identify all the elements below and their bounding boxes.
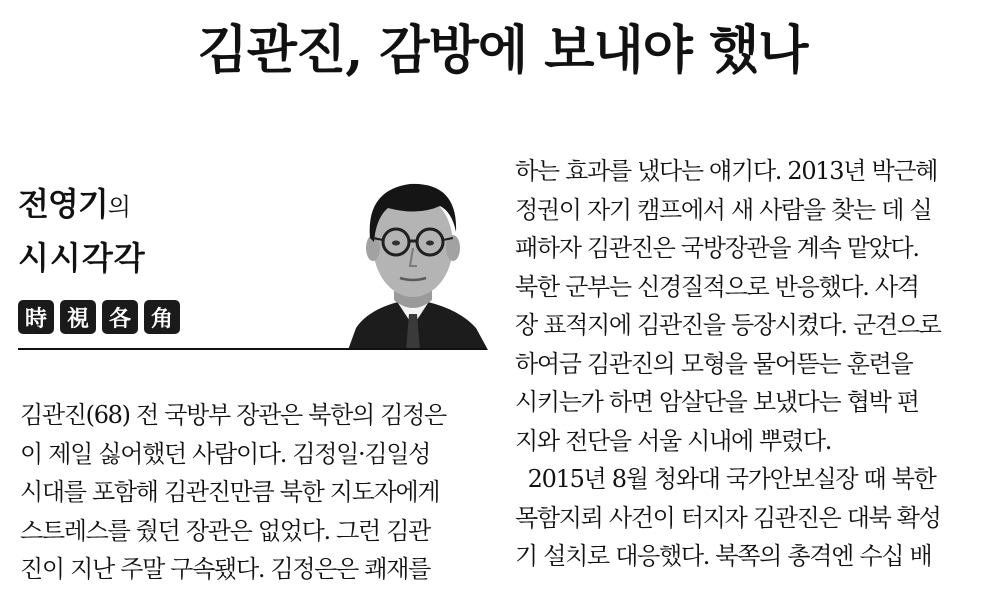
body-line: 2015년 8월 청와대 국가안보실장 때 북한 [515, 465, 936, 493]
header-divider [18, 348, 486, 350]
hanja-badge: 視 [60, 300, 96, 334]
body-column-right [515, 152, 989, 576]
body-line: 정권이 자기 캠프에서 새 사람을 찾는 데 실 [515, 195, 932, 224]
body-line: 진이 지난 주말 구속됐다. 김정은은 쾌재를 [20, 555, 431, 583]
author-suffix: 의 [107, 193, 130, 221]
body-line: 이 제일 싫어했던 사람이다. 김정일·김일성 [20, 439, 431, 468]
hanja-badges [18, 300, 180, 334]
body-line: 하는 효과를 냈다는 얘기다. 2013년 박근혜 [515, 157, 938, 185]
headline: 김관진, 감방에 보내야 했나 [197, 20, 808, 81]
body-line: 하여금 김관진의 모형을 물어뜯는 훈련을 [515, 349, 913, 378]
column-title: 시시각각 [18, 239, 146, 277]
hanja-badge: 時 [18, 300, 54, 334]
body-line: 패하자 김관진은 국방장관을 계속 맡았다. [515, 234, 919, 262]
body-line: 장 표적지에 김관진을 등장시켰다. 군견으로 [515, 311, 941, 339]
author-portrait [328, 150, 498, 350]
body-line: 시대를 포함해 김관진만큼 북한 지도자에게 [20, 478, 440, 506]
author-name-text: 전영기 [18, 185, 108, 223]
body-line: 지와 전단을 서울 시내에 뿌렸다. [515, 426, 832, 455]
column-header [18, 150, 488, 350]
hanja-badge: 各 [102, 300, 138, 334]
body-line: 김관진(68) 전 국방부 장관은 북한의 김정은 [20, 401, 446, 429]
body-line: 북한 군부는 신경질적으로 반응했다. 사격 [515, 272, 919, 301]
body-column-left [20, 396, 488, 589]
body-line: 스트레스를 줬던 장관은 없었다. 그런 김관 [20, 516, 431, 545]
body-line: 목함지뢰 사건이 터지자 김관진은 대북 확성 [515, 503, 941, 532]
author-name [18, 184, 130, 227]
body-line: 시키는가 하면 암살단을 보냈다는 협박 편 [515, 388, 919, 416]
hanja-badge: 角 [144, 300, 180, 334]
body-line: 기 설치로 대응했다. 북쪽의 총격엔 수십 배 [515, 542, 932, 570]
